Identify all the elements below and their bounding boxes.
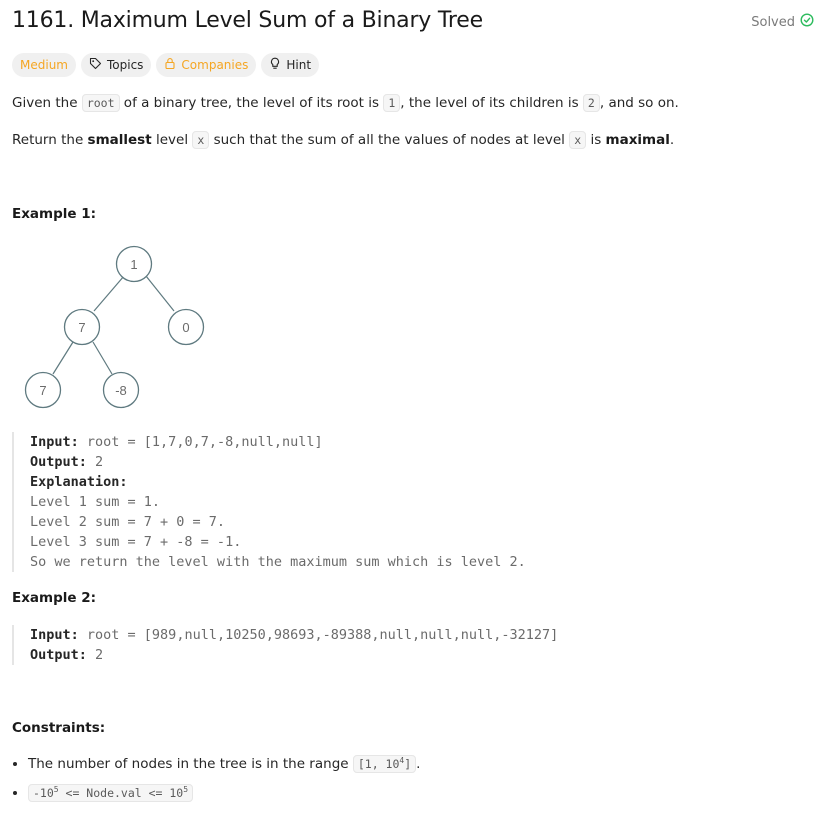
text: , the level of its children is xyxy=(400,95,583,111)
example-2-block xyxy=(12,625,558,665)
superscript: 5 xyxy=(183,785,189,795)
tag-bar xyxy=(12,53,319,77)
input-value: root = [1,7,0,7,-8,null,null] xyxy=(78,434,323,450)
difficulty-badge xyxy=(12,53,76,77)
tree-edge xyxy=(53,342,73,374)
tree-edge xyxy=(93,342,112,374)
constraint-item xyxy=(28,785,420,801)
output-label: Output: xyxy=(30,647,87,663)
inline-code: x xyxy=(192,131,209,149)
inline-code: 2 xyxy=(583,94,600,112)
superscript: 5 xyxy=(53,785,59,795)
page-title: 1161. Maximum Level Sum of a Binary Tree xyxy=(12,8,483,33)
tree-edge xyxy=(94,276,124,311)
tree-edge xyxy=(146,276,174,311)
lock-icon xyxy=(164,57,176,73)
hint-button[interactable] xyxy=(261,53,319,77)
tree-node-label: 1 xyxy=(130,257,138,272)
inline-code xyxy=(353,755,416,773)
tree-node-label: 7 xyxy=(39,383,47,398)
text: level xyxy=(151,132,193,148)
code-part: [1, 10 xyxy=(357,757,400,771)
explanation-label: Explanation: xyxy=(30,474,128,490)
hint-label: Hint xyxy=(286,58,312,72)
solved-label: Solved xyxy=(751,14,795,30)
output-value: 2 xyxy=(86,454,104,470)
lightbulb-icon xyxy=(269,57,281,73)
constraint-text: The number of nodes in the tree is in the range xyxy=(28,756,353,772)
text: such that the sum of all the values of nodes at level xyxy=(209,132,570,148)
inline-code xyxy=(28,784,193,802)
companies-label: Companies xyxy=(181,58,249,72)
input-label: Input: xyxy=(30,627,79,643)
description-paragraph-1 xyxy=(12,95,679,111)
text: Return the xyxy=(12,132,88,148)
tree-node-label: 7 xyxy=(78,320,86,335)
constraints-heading: Constraints: xyxy=(12,720,106,736)
constraint-text: . xyxy=(416,756,421,772)
description-paragraph-2 xyxy=(12,132,674,148)
difficulty-label: Medium xyxy=(20,58,68,72)
explanation-line: Level 3 sum = 7 + -8 = -1. xyxy=(30,534,242,550)
topics-button[interactable] xyxy=(81,53,151,77)
example-1-block xyxy=(12,432,526,572)
input-label: Input: xyxy=(30,434,79,450)
bold-text: smallest xyxy=(87,132,152,148)
code-part: -10 xyxy=(33,786,54,800)
companies-button[interactable] xyxy=(156,53,256,77)
constraints-list xyxy=(12,756,420,801)
inline-code: root xyxy=(82,94,120,112)
bold-text: maximal xyxy=(605,132,670,148)
text: , and so on. xyxy=(599,95,679,111)
inline-code: 1 xyxy=(383,94,400,112)
solved-status xyxy=(751,13,814,31)
text: of a binary tree, the level of its root is xyxy=(119,95,384,111)
topics-label: Topics xyxy=(106,58,144,72)
code-part: <= Node.val <= 10 xyxy=(58,786,184,800)
output-label: Output: xyxy=(30,454,87,470)
explanation-line: So we return the level with the maximum sum which is level 2. xyxy=(30,554,526,570)
tree-node-label: -8 xyxy=(115,383,127,398)
tree-node-label: 0 xyxy=(182,320,190,335)
text: Given the xyxy=(12,95,82,111)
output-value: 2 xyxy=(86,647,104,663)
text: is xyxy=(586,132,606,148)
check-circle-icon xyxy=(800,13,814,31)
explanation-line: Level 1 sum = 1. xyxy=(30,494,161,510)
explanation-line: Level 2 sum = 7 + 0 = 7. xyxy=(30,514,226,530)
code-part: ] xyxy=(404,757,412,771)
constraint-item xyxy=(28,756,420,772)
example-1-heading: Example 1: xyxy=(12,206,97,222)
inline-code: x xyxy=(569,131,586,149)
superscript: 4 xyxy=(399,756,405,766)
tag-icon xyxy=(89,57,102,73)
binary-tree-diagram xyxy=(0,240,230,412)
text: . xyxy=(669,132,675,148)
input-value: root = [989,null,10250,98693,-89388,null,null,null,-32127] xyxy=(78,627,559,643)
example-2-heading: Example 2: xyxy=(12,590,97,606)
